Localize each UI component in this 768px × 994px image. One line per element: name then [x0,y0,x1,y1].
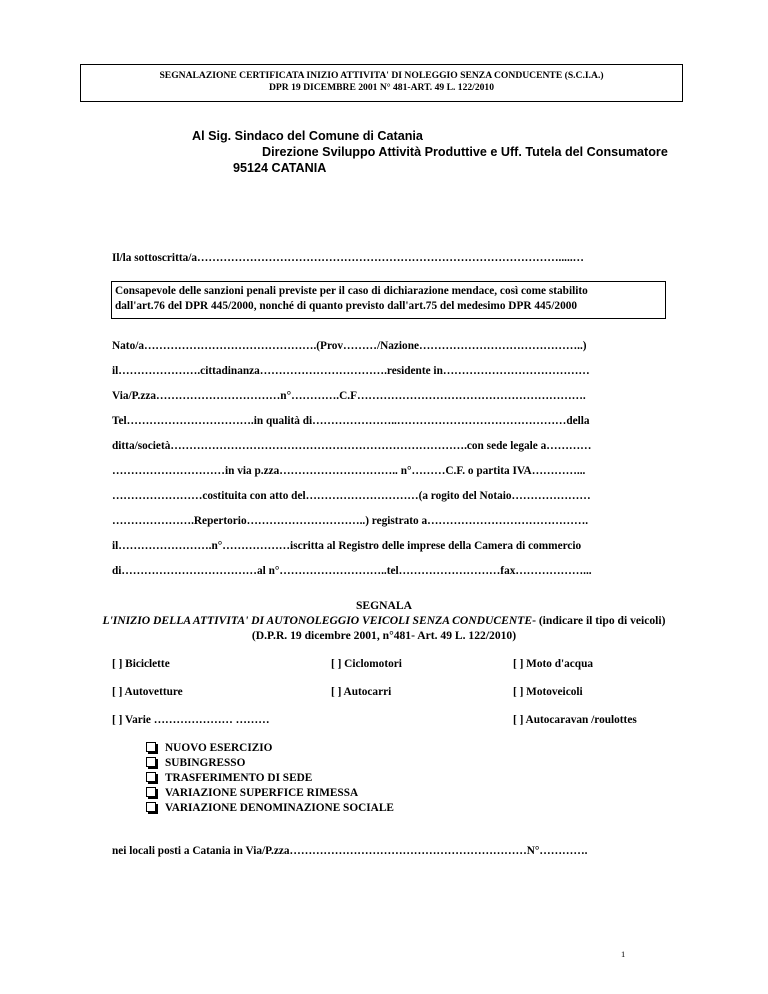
declaration-box [111,281,666,319]
segnala-heading: SEGNALA [355,599,413,612]
document-title-box [80,64,683,102]
checkbox-variazione-denominazione[interactable] [146,802,394,814]
checkbox-trasferimento-sede[interactable] [146,772,312,784]
declaration-line-2: dall'art.76 del DPR 445/2000, nonché di quanto previsto dall'art.75 del medesimo DPR 445/2000 [115,300,578,312]
phone-role-field[interactable]: Tel…………………………….in qualità di…………………..………………………………………della [112,415,590,427]
chamber-field[interactable]: di………………………………al n°………………………..tel………………………fax………………... [112,565,592,577]
checkbox-label: TRASFERIMENTO DI SEDE [165,772,313,784]
vehicle-option-motoveicoli[interactable]: [ ] Motoveicoli [513,686,583,698]
vehicle-option-autocarri[interactable]: [ ] Autocarri [331,686,392,698]
vehicle-option-ciclomotori[interactable]: [ ] Ciclomotori [331,658,402,670]
vehicle-option-autocaravan[interactable]: [ ] Autocaravan /roulottes [513,714,637,726]
register-field[interactable]: il…………………….n°………………iscritta al Registro delle imprese della Camera di commercio [112,540,582,552]
recipient-line-1: Al Sig. Sindaco del Comune di Catania [192,129,423,143]
company-field[interactable]: ditta/società…………………………………………………………………….con sede legale a………… [112,440,592,452]
address-cf-field[interactable]: Via/P.zza……………………………n°………….C.F……………………………………………………. [112,390,586,402]
vehicle-option-moto-acqua[interactable]: [ ] Moto d'acqua [513,658,594,670]
company-address-field[interactable]: …………………………in via p.zza………………………….. n°………C.F. o partita IVA…………... [112,465,586,477]
document-title: SEGNALAZIONE CERTIFICATA INIZIO ATTIVITA' DI NOLEGGIO SENZA CONDUCENTE (S.C.I.A.) [159,70,604,81]
checkbox-label: VARIAZIONE DENOMINAZIONE SOCIALE [165,802,394,814]
segnala-reference: (D.P.R. 19 dicembre 2001, n°481- Art. 49 L. 122/2010) [251,629,517,642]
recipient-line-2: Direzione Sviluppo Attività Produttive e Uff. Tutela del Consumatore [262,145,668,159]
citizenship-residence-field[interactable]: il………………….cittadinanza…………………………….residente in………………………………… [112,365,590,377]
document-subtitle: DPR 19 DICEMBRE 2001 N° 481-ART. 49 L. 122/2010 [268,82,495,93]
checkbox-label: VARIAZIONE SUPERFICE RIMESSA [165,787,359,799]
undersigned-field[interactable]: Il/la sottoscritta/a…………………………………………………………………………………….....… [112,252,584,264]
checkbox-label: NUOVO ESERCIZIO [165,742,273,754]
vehicle-option-autovetture[interactable]: [ ] Autovetture [112,686,183,698]
repertorio-field[interactable]: ………………….Repertorio…………………………..) registrato a……………………………………. [112,515,589,527]
vehicle-option-biciclette[interactable]: [ ] Biciclette [112,658,170,670]
declaration-line-1: Consapevole delle sanzioni penali previste per il caso di dichiarazione mendace, così come stabilito [115,285,588,297]
recipient-line-3: 95124 CATANIA [233,161,327,175]
birth-field[interactable]: Nato/a……………………………………….(Prov………/Nazione……………………………………..) [112,340,587,352]
segnala-subject [0,613,768,628]
page-number: 1 [621,949,626,959]
checkbox-subingresso[interactable] [146,757,245,769]
premises-address-field[interactable]: nei locali posti a Catania in Via/P.zza………………………………………………………N°…………. [112,845,588,857]
checkbox-box-icon[interactable] [146,802,156,812]
checkbox-box-icon[interactable] [146,757,156,767]
vehicle-option-varie[interactable]: [ ] Varie ………………… ……… [112,714,270,726]
segnala-subject-note: - (indicare il tipo di veicoli) [532,614,666,627]
checkbox-box-icon[interactable] [146,742,156,752]
constitution-field[interactable]: ……………………costituita con atto del…………………………(a rogito del Notaio………………… [112,490,591,502]
checkbox-box-icon[interactable] [146,787,156,797]
checkbox-label: SUBINGRESSO [165,757,246,769]
checkbox-box-icon[interactable] [146,772,156,782]
checkbox-variazione-superfice[interactable] [146,787,358,799]
segnala-subject-italic: L'INIZIO DELLA ATTIVITA' DI AUTONOLEGGIO VEICOLI SENZA CONDUCENTE [102,614,533,627]
checkbox-nuovo-esercizio[interactable] [146,742,272,754]
